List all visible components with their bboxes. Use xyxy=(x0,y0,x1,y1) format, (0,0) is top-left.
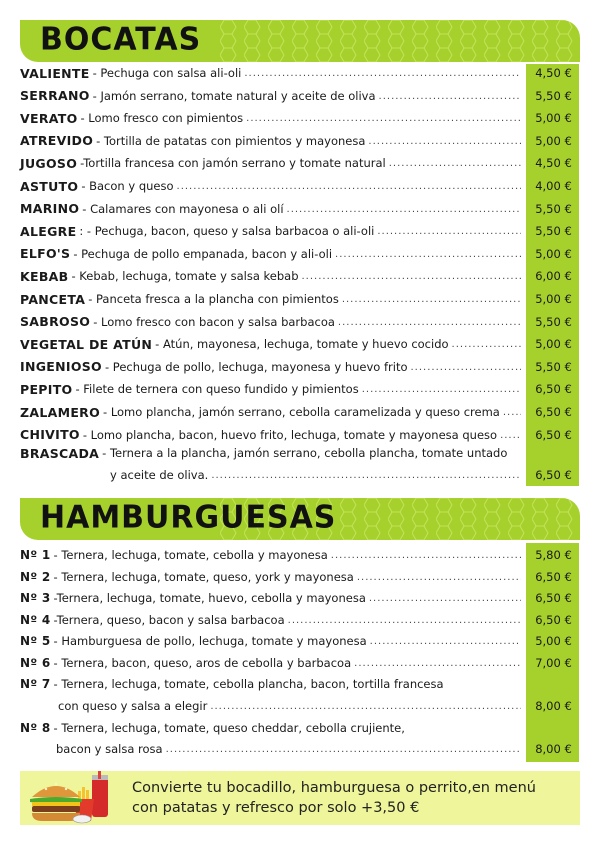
menu-item xyxy=(20,244,580,264)
leader-dots xyxy=(331,548,521,562)
item-name: ASTUTO xyxy=(20,178,79,194)
item-desc: - Pechuga de pollo, lechuga, mayonesa y huevo frito xyxy=(104,359,408,374)
leader-dots xyxy=(389,156,521,170)
leader-dots xyxy=(288,613,521,627)
menu-item xyxy=(20,425,580,445)
menu-item xyxy=(20,545,580,565)
item-name: KEBAB xyxy=(20,268,69,284)
leader-dots xyxy=(500,428,521,442)
item-name: CHIVITO xyxy=(20,427,80,443)
item-name: ELFO'S xyxy=(20,246,71,262)
menu-item-n7-cont xyxy=(20,696,580,716)
item-name: VALIENTE xyxy=(20,65,90,81)
item-name: Nº 8 xyxy=(20,721,51,735)
section-title-bocatas: BOCATAS xyxy=(40,21,202,58)
menu-item xyxy=(20,266,580,286)
promo-text xyxy=(132,778,536,818)
menu-item xyxy=(20,86,580,106)
item-price: 6,50 € xyxy=(535,405,572,419)
menu-promo-banner xyxy=(20,771,580,825)
item-desc: - Jamón serrano, tomate natural y aceite de oliva xyxy=(92,88,376,103)
menu-item xyxy=(20,289,580,309)
item-name: PANCETA xyxy=(20,291,86,307)
leader-dots xyxy=(244,66,521,80)
honeycomb-pattern xyxy=(220,20,580,62)
item-price: 5,00 € xyxy=(535,634,572,648)
leader-dots xyxy=(177,179,521,193)
item-price: 8,00 € xyxy=(535,742,572,756)
item-desc: - Atún, mayonesa, lechuga, tomate y huevo cocido xyxy=(155,337,449,352)
item-desc: - Ternera, lechuga, tomate, cebolla y mayonesa xyxy=(53,548,328,562)
item-price: 5,00 € xyxy=(535,292,572,306)
item-desc: - Pechuga de pollo empanada, bacon y ali-oli xyxy=(73,246,333,261)
menu-item-brascada-cont xyxy=(20,465,580,485)
item-price: 5,50 € xyxy=(535,88,572,103)
item-desc-cont: con queso y salsa a elegir xyxy=(58,699,208,713)
item-desc: - Ternera a la plancha, jamón serrano, cebolla plancha, tomate untado xyxy=(102,446,508,460)
menu-item xyxy=(20,402,580,422)
item-name: INGENIOSO xyxy=(20,359,102,375)
menu-item xyxy=(20,199,580,219)
leader-dots xyxy=(368,134,521,148)
item-name: ZALAMERO xyxy=(20,404,101,420)
menu-item xyxy=(20,334,580,354)
item-price: 4,50 € xyxy=(535,156,572,171)
item-desc: -Tortilla francesa con jamón serrano y tomate natural xyxy=(80,156,386,171)
item-desc: - Ternera, lechuga, tomate, cebolla plancha, bacon, tortilla francesa xyxy=(53,677,444,691)
item-desc: - Pechuga con salsa ali-oli xyxy=(92,66,242,80)
item-desc: - Ternera, lechuga, tomate, queso, york y mayonesa xyxy=(53,569,354,584)
leader-dots xyxy=(370,634,521,648)
menu-item xyxy=(20,153,580,173)
item-desc: - Lomo fresco con pimientos xyxy=(80,111,244,126)
item-desc: - Lomo plancha, jamón serrano, cebolla caramelizada y queso crema xyxy=(103,405,500,419)
item-name: JUGOSO xyxy=(20,155,78,171)
leader-dots xyxy=(210,699,521,713)
item-desc: - Lomo fresco con bacon y salsa barbacoa xyxy=(93,314,335,329)
item-name: ATREVIDO xyxy=(20,133,94,149)
menu-item xyxy=(20,610,580,630)
item-price: 5,50 € xyxy=(535,224,572,239)
burger-fries-drink-icon xyxy=(26,771,126,825)
item-price: 6,50 € xyxy=(535,468,572,482)
menu-item xyxy=(20,176,580,196)
item-price: 8,00 € xyxy=(535,699,572,713)
item-price: 6,00 € xyxy=(535,269,572,284)
item-name: Nº 6 xyxy=(20,655,51,670)
leader-dots xyxy=(338,315,521,329)
item-name: ALEGRE xyxy=(20,223,77,239)
item-desc: -Ternera, queso, bacon y salsa barbacoa xyxy=(53,612,285,627)
menu-item xyxy=(20,357,580,377)
item-price: 7,00 € xyxy=(535,655,572,670)
item-name: Nº 7 xyxy=(20,677,51,691)
menu-item xyxy=(20,312,580,332)
item-name: VEGETAL DE ATÚN xyxy=(20,336,153,352)
item-price: 4,00 € xyxy=(535,179,572,193)
item-price: 6,50 € xyxy=(535,569,572,584)
leader-dots xyxy=(211,468,521,482)
item-desc: - Kebab, lechuga, tomate y salsa kebab xyxy=(71,269,299,284)
menu-item-n8-cont xyxy=(20,739,580,759)
item-price: 5,00 € xyxy=(535,337,572,352)
hamburguesas-banner xyxy=(20,498,580,540)
menu-item-n7 xyxy=(20,674,580,694)
item-name: Nº 2 xyxy=(20,569,51,584)
item-price: 5,50 € xyxy=(535,359,572,374)
item-price: 5,00 € xyxy=(535,133,572,148)
item-name: Nº 5 xyxy=(20,634,51,648)
item-price: 4,50 € xyxy=(535,66,572,80)
item-desc: : - Pechuga, bacon, queso y salsa barbacoa o ali-oli xyxy=(79,224,375,239)
menu-item xyxy=(20,108,580,128)
menu-item xyxy=(20,631,580,651)
item-desc: -Ternera, lechuga, tomate, huevo, cebolla y mayonesa xyxy=(53,591,366,605)
item-price: 6,50 € xyxy=(535,591,572,605)
leader-dots xyxy=(166,742,521,756)
promo-line-2: con patatas y refresco por solo +3,50 € xyxy=(132,800,420,816)
item-price: 5,00 € xyxy=(535,246,572,261)
item-desc: - Ternera, lechuga, tomate, queso cheddar, cebolla crujiente, xyxy=(53,721,405,735)
promo-line-1: Convierte tu bocadillo, hamburguesa o perrito,en menú xyxy=(132,780,536,796)
menu-item xyxy=(20,567,580,587)
item-desc: - Calamares con mayonesa o ali olí xyxy=(82,201,284,216)
leader-dots xyxy=(335,247,521,261)
item-desc: - Bacon y queso xyxy=(81,179,174,193)
leader-dots xyxy=(377,224,521,238)
item-name: SERRANO xyxy=(20,88,90,104)
item-price: 5,50 € xyxy=(535,201,572,216)
leader-dots xyxy=(287,202,521,216)
item-price: 6,50 € xyxy=(535,612,572,627)
item-price: 6,50 € xyxy=(535,382,572,397)
leader-dots xyxy=(503,405,521,419)
item-name: VERATO xyxy=(20,110,78,126)
item-price: 5,00 € xyxy=(535,111,572,126)
section-title-hamburguesas: HAMBURGUESAS xyxy=(40,499,337,536)
leader-dots xyxy=(379,89,521,103)
item-name: BRASCADA xyxy=(20,445,100,461)
item-name: SABROSO xyxy=(20,314,91,330)
item-name: Nº 1 xyxy=(20,548,51,562)
item-name: MARINO xyxy=(20,201,80,217)
menu-item xyxy=(20,221,580,241)
menu-item xyxy=(20,63,580,83)
leader-dots xyxy=(342,292,521,306)
item-desc: - Hamburguesa de pollo, lechuga, tomate y mayonesa xyxy=(53,634,367,648)
item-desc: - Panceta fresca a la plancha con pimientos xyxy=(88,292,339,306)
item-price: 6,50 € xyxy=(535,427,572,442)
leader-dots xyxy=(369,591,521,605)
leader-dots xyxy=(302,269,522,283)
item-name: Nº 4 xyxy=(20,612,51,627)
menu-item xyxy=(20,131,580,151)
leader-dots xyxy=(357,570,521,584)
item-desc: - Filete de ternera con queso fundido y pimientos xyxy=(75,382,359,397)
leader-dots xyxy=(246,111,521,125)
item-desc: - Tortilla de patatas con pimientos y mayonesa xyxy=(96,133,366,148)
item-desc-cont: y aceite de oliva. xyxy=(110,468,209,482)
item-name: Nº 3 xyxy=(20,591,51,605)
item-desc-cont: bacon y salsa rosa xyxy=(56,742,163,756)
item-name: PEPITO xyxy=(20,381,73,397)
menu-item xyxy=(20,653,580,673)
menu-item xyxy=(20,588,580,608)
leader-dots xyxy=(362,382,521,396)
item-desc: - Lomo plancha, bacon, huevo frito, lechuga, tomate y mayonesa queso xyxy=(82,427,498,442)
leader-dots xyxy=(452,337,521,351)
bocatas-banner xyxy=(20,20,580,62)
menu-item-n8 xyxy=(20,718,580,738)
menu-item-brascada xyxy=(20,443,580,463)
leader-dots xyxy=(411,360,522,374)
leader-dots xyxy=(354,656,521,670)
item-price: 5,50 € xyxy=(535,314,572,329)
item-price: 5,80 € xyxy=(535,548,572,562)
item-desc: - Ternera, bacon, queso, aros de cebolla y barbacoa xyxy=(53,655,352,670)
menu-item xyxy=(20,379,580,399)
